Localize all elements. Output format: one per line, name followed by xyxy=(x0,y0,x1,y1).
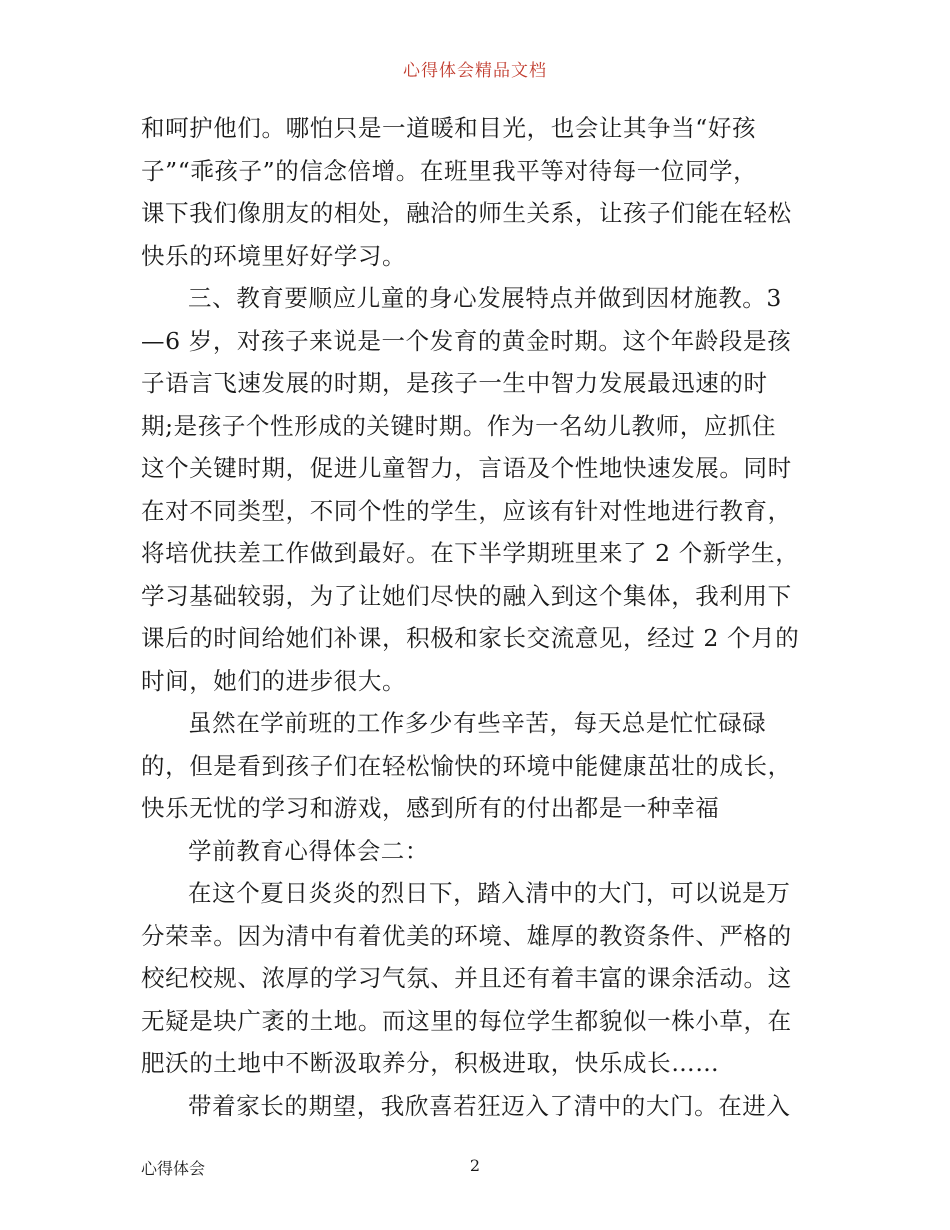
text-line: 肥沃的土地中不断汲取养分，积极进取，快乐成长…… xyxy=(141,1049,720,1077)
footer-label: 心得体会 xyxy=(141,1159,206,1178)
text-line: 时间，她们的进步很大。 xyxy=(141,666,407,695)
document-header-title: 心得体会精品文档 xyxy=(403,61,547,81)
text-line: 课后的时间给她们补课，积极和家长交流意见，经过 2 个月的 xyxy=(141,624,800,652)
text-line: —6 岁，对孩子来说是一个发育的黄金时期。这个年龄段是孩 xyxy=(141,326,792,355)
text-line: 三、教育要顺应儿童的身心发展特点并做到因材施教。3 xyxy=(188,284,782,312)
text-line: 的，但是看到孩子们在轻松愉快的环境中能健康茁壮的成长， xyxy=(141,751,792,780)
section-heading: 学前教育心得体会二： xyxy=(188,836,429,865)
text-line: 和呵护他们。哪怕只是一道暖和目光，也会让其争当“好孩 xyxy=(141,114,757,142)
text-line: 期;是孩子个性形成的关键时期。作为一名幼儿教师，应抓住 xyxy=(141,411,777,440)
text-line: 子”“乖孩子”的信念倍增。在班里我平等对待每一位同学， xyxy=(141,156,758,185)
page-number: 2 xyxy=(469,1156,481,1175)
document-body xyxy=(141,107,813,1127)
text-line: 子语言飞速发展的时期，是孩子一生中智力发展最迅速的时 xyxy=(141,369,768,397)
text-line: 学习基础较弱，为了让她们尽快的融入到这个集体，我利用下 xyxy=(141,581,792,610)
text-line: 快乐无忧的学习和游戏，感到所有的付出都是一种幸福 xyxy=(141,794,720,822)
text-line: 快乐的环境里好好学习。 xyxy=(141,241,407,270)
text-line: 分荣幸。因为清中有着优美的环境、雄厚的教资条件、严格的 xyxy=(141,921,792,950)
text-line: 虽然在学前班的工作多少有些辛苦，每天总是忙忙碌碌 xyxy=(188,709,767,737)
text-line: 将培优扶差工作做到最好。在下半学期班里来了 2 个新学生， xyxy=(141,539,800,567)
text-line: 课下我们像朋友的相处，融洽的师生关系，让孩子们能在轻松 xyxy=(141,199,792,227)
text-line: 带着家长的期望，我欣喜若狂迈入了清中的大门。在进入 xyxy=(188,1091,791,1120)
text-line: 无疑是块广袤的土地。而这里的每位学生都貌似一株小草，在 xyxy=(141,1006,792,1035)
text-line: 在这个夏日炎炎的烈日下，踏入清中的大门，可以说是万 xyxy=(188,879,791,907)
text-line: 在对不同类型，不同个性的学生，应该有针对性地进行教育， xyxy=(141,496,792,525)
text-line: 这个关键时期，促进儿童智力，言语及个性地快速发展。同时 xyxy=(141,454,792,482)
text-line: 校纪校规、浓厚的学习气氛、并且还有着丰富的课余活动。这 xyxy=(141,964,792,992)
